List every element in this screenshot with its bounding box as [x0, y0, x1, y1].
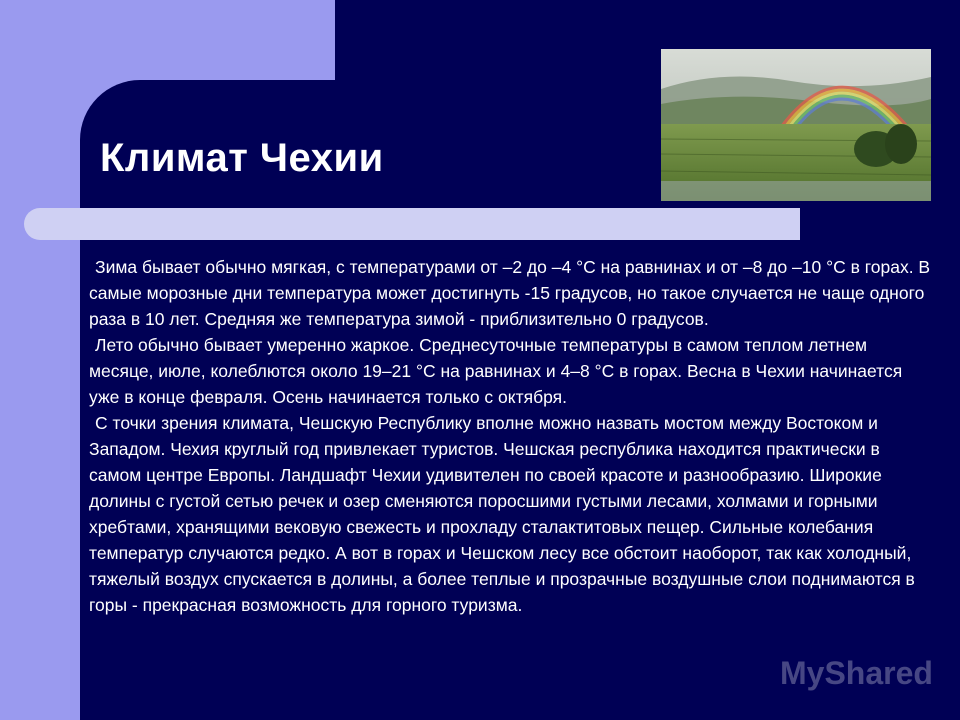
- title-divider-bar: [24, 208, 800, 240]
- top-accent-band: [80, 0, 335, 80]
- divider-band-left: [0, 208, 24, 240]
- slide-title: Климат Чехии: [100, 136, 384, 180]
- rainbow-landscape-photo: [661, 49, 931, 201]
- body-text: [89, 254, 934, 618]
- watermark: MyShared: [780, 655, 933, 691]
- paragraph-summer: Лето обычно бывает умеренно жаркое. Среднесуточные температуры в самом теплом летнем месяце, июле, колеблются около 19–21 °С на равнинах и 4–8 °С в горах. Весна в Чехии начинается уже в конце февраля. Осень начинается только с октября.: [89, 335, 903, 407]
- paragraph-winter: Зима бывает обычно мягкая, с температурами от –2 до –4 °С на равнинах и от –8 до –10 °С в горах. В самые морозные дни температура может достигнуть -15 градусов, но такое случается не чаще одного раза в 10 лет. Средняя же температура зимой - приблизительно 0 градусов.: [89, 257, 931, 329]
- paragraph-landscape: С точки зрения климата, Чешскую Республику вполне можно назвать мостом между Востоком и Западом. Чехия круглый год привлекает туристов. Чешская республика находится практически в самом центре Европы. Ландшафт Чехии удивителен по своей красоте и разнообразию. Широкие долины с густой сетью речек и озер сменяются поросшими густыми лесами, холмами и горными хребтами, хранящими вековую свежесть и прохладу сталактитовых пещер. Сильные колебания температур случаются редко. А вот в горах и Чешском лесу все обстоит наоборот, так как холодный, тяжелый воздух спускается в долины, а более теплые и прозрачные воздушные слои поднимаются в горы - прекрасная возможность для горного туризма.: [89, 413, 915, 615]
- left-accent-band: [0, 0, 80, 720]
